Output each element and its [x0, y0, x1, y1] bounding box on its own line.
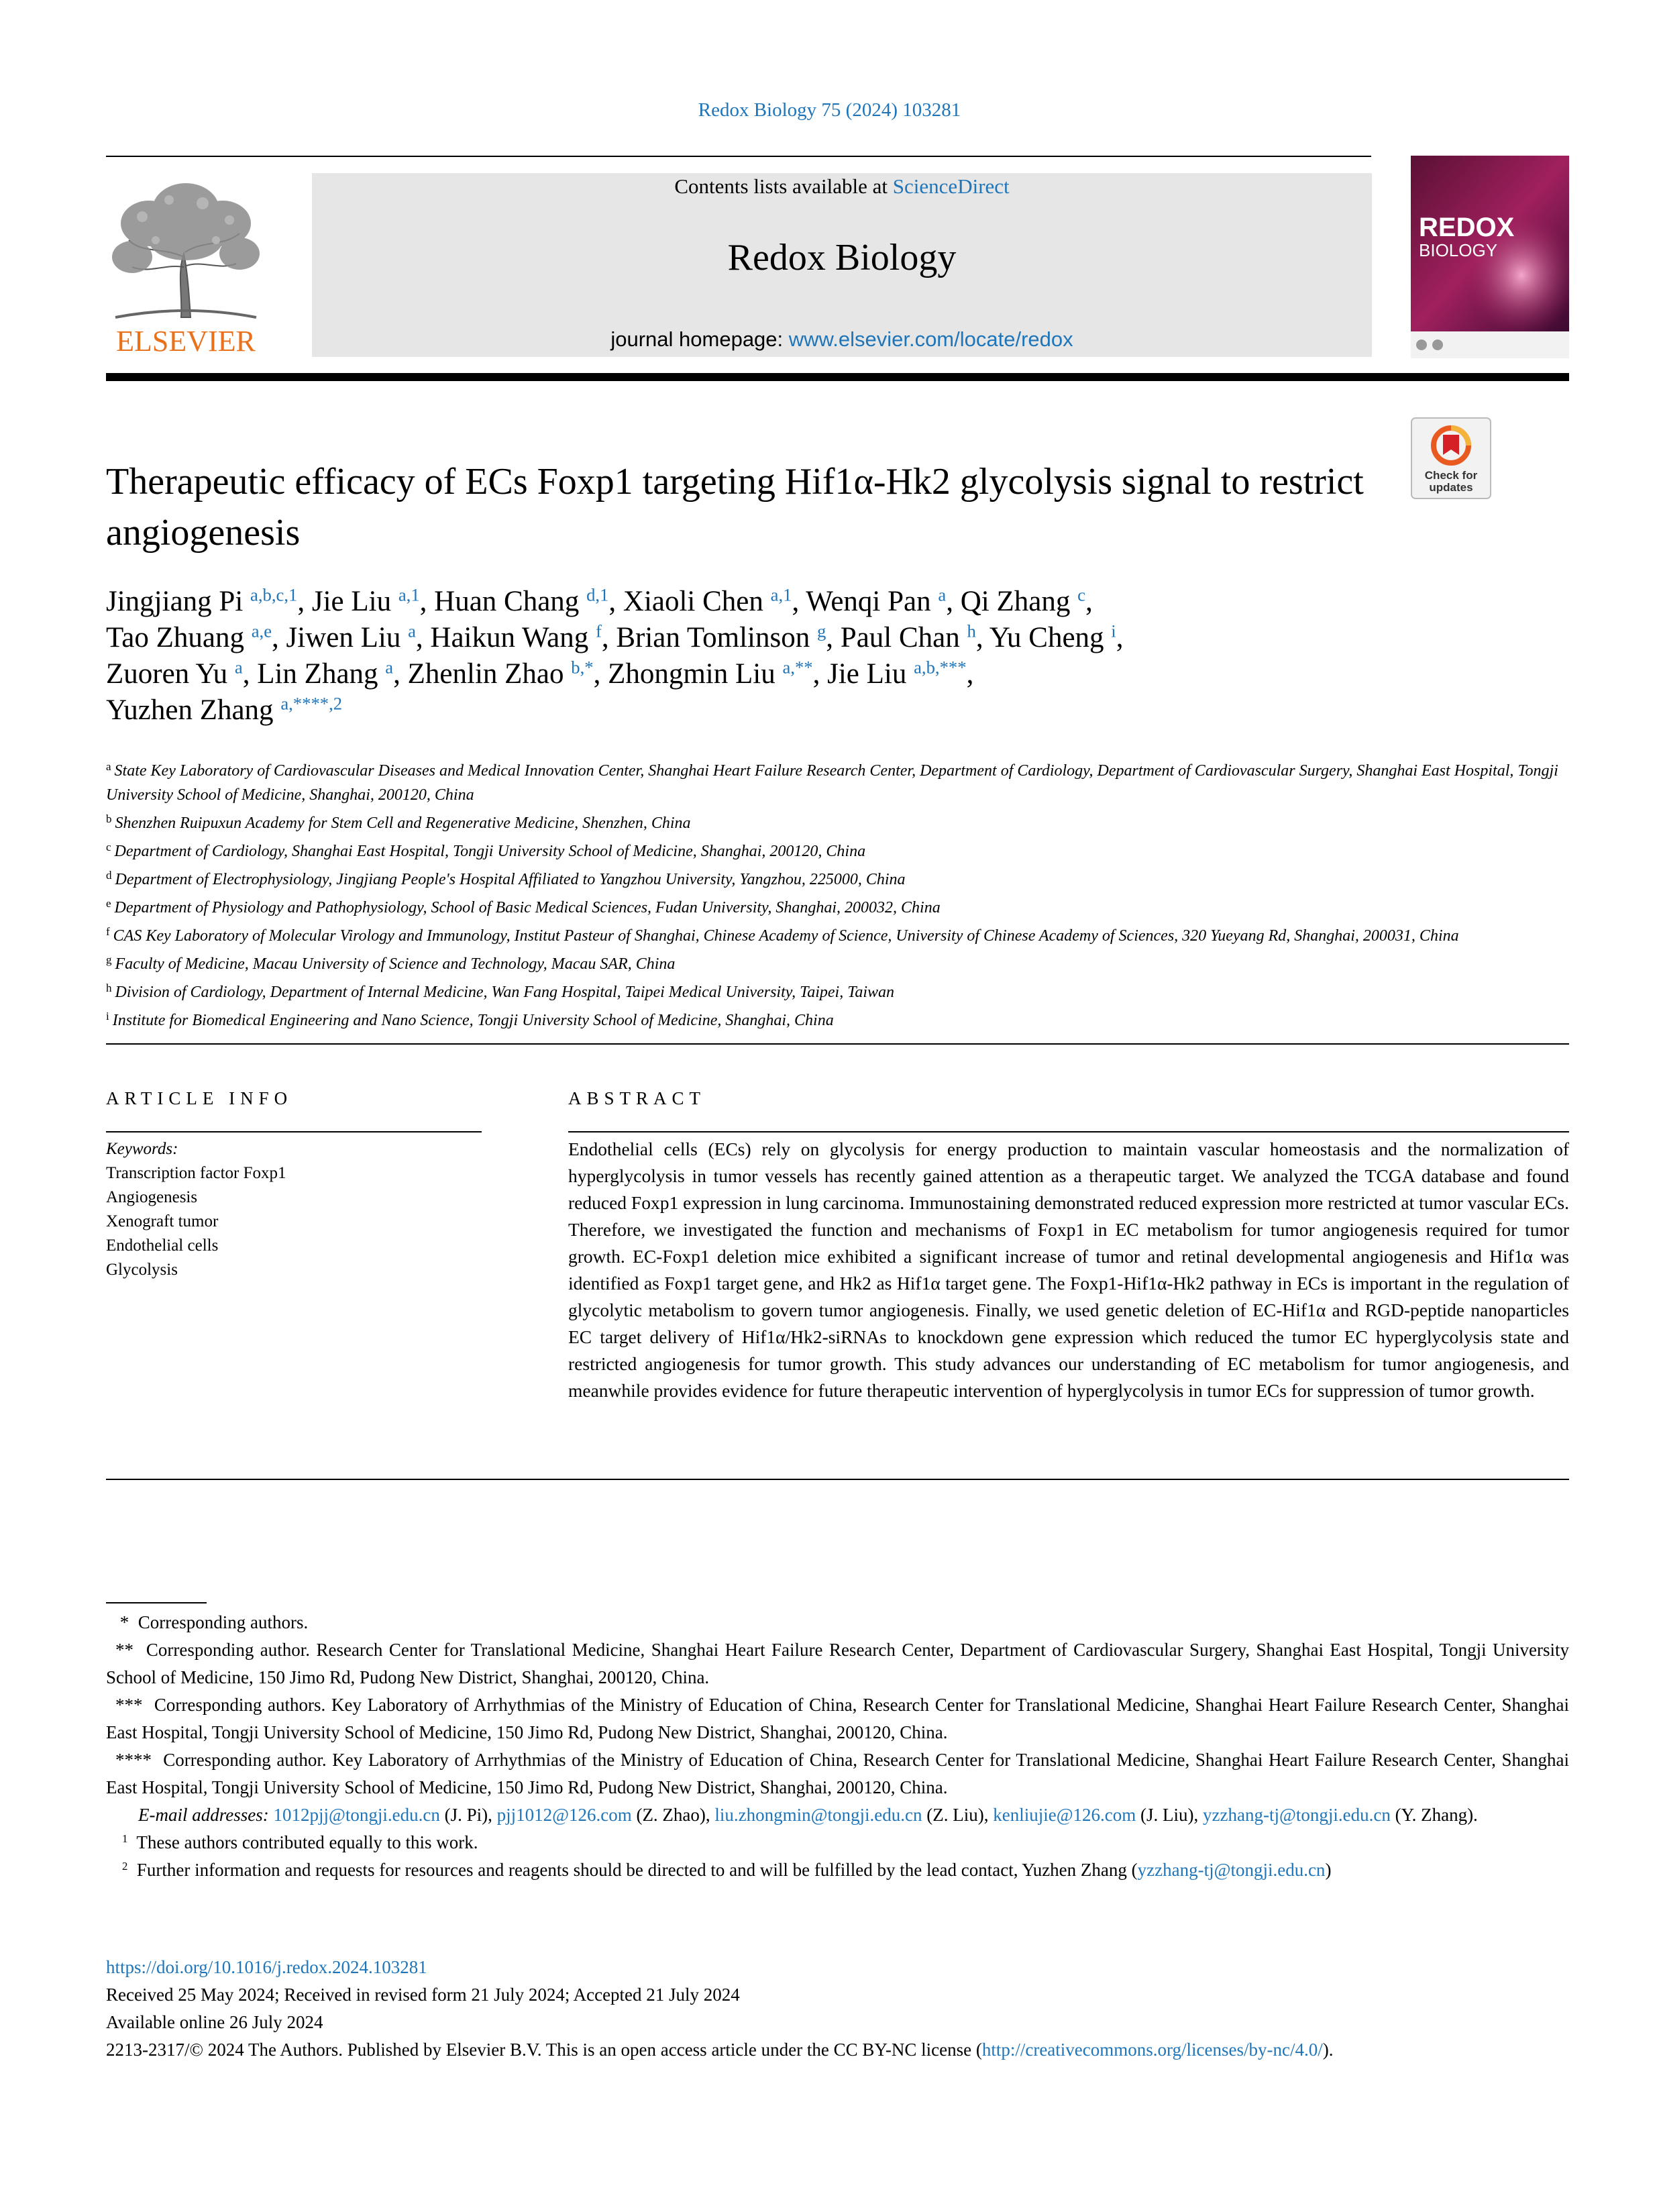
author-name: Haikun Wang: [430, 622, 589, 653]
author: Brian Tomlinson $^g$,: [616, 621, 841, 653]
affiliation: [106, 1004, 1569, 1033]
journal-citation[interactable]: Redox Biology 75 (2024) 103281: [698, 99, 961, 121]
sciencedirect-link[interactable]: ScienceDirect: [892, 174, 1010, 198]
author: Tao Zhuang $^{a,e}$,: [106, 621, 286, 653]
svg-text:REDOX: REDOX: [1419, 213, 1515, 242]
affiliation-label: f: [106, 925, 110, 938]
author-affiliation-marker[interactable]: a,b,c,1: [250, 584, 298, 605]
author-affiliation-marker[interactable]: i: [1111, 621, 1116, 641]
author: Jie Liu $^{a,1}$,: [311, 584, 435, 617]
author-affiliation-marker[interactable]: d,1: [586, 584, 609, 605]
affiliation-label: i: [106, 1010, 109, 1022]
author: Zhongmin Liu $^{a,**}$,: [608, 657, 828, 690]
author-affiliation-marker[interactable]: a: [938, 584, 947, 605]
author: Jie Liu $^{a,b,***}$,: [827, 657, 974, 690]
publication-info: [106, 1954, 1569, 2064]
email-link[interactable]: pjj1012@126.com: [496, 1805, 632, 1825]
article-title: Therapeutic efficacy of ECs Foxp1 targeting Hif1α-Hk2 glycolysis signal to restrict angiogenesis: [106, 461, 1364, 554]
check-updates-icon: [1411, 417, 1491, 499]
keyword: Endothelial cells: [106, 1236, 219, 1255]
author: Yu Cheng $^i$,: [989, 621, 1124, 653]
affiliation: [106, 863, 1569, 892]
email-link[interactable]: yzzhang-tj@tongji.edu.cn: [1203, 1805, 1391, 1825]
lead-contact-email-link[interactable]: yzzhang-tj@tongji.edu.cn: [1137, 1860, 1326, 1880]
affiliation: [106, 755, 1569, 807]
email-link[interactable]: 1012pjj@tongji.edu.cn: [273, 1805, 440, 1825]
keywords-title: Keywords:: [106, 1140, 178, 1158]
journal-title: Redox Biology: [727, 237, 957, 278]
svg-text:updates: updates: [1429, 481, 1473, 494]
email-owner: (Z. Zhao),: [631, 1805, 715, 1825]
author-name: Jie Liu: [827, 658, 907, 690]
keywords-block: [106, 1137, 286, 1282]
abstract-heading: ABSTRACT: [568, 1088, 706, 1108]
author-affiliation-marker[interactable]: a,**: [782, 657, 813, 678]
author-name: Jingjiang Pi: [106, 586, 244, 617]
author: Qi Zhang $^c$,: [960, 584, 1093, 617]
affiliation-label: c: [106, 841, 111, 853]
author-name: Jiwen Liu: [286, 622, 401, 653]
author: Haikun Wang $^f$,: [430, 621, 617, 653]
contents-line: Contents lists available at ScienceDirect: [674, 174, 1010, 198]
email-owner: (J. Liu),: [1136, 1805, 1203, 1825]
affiliation-text: CAS Key Laboratory of Molecular Virology and Immunology, Institut Pasteur of Shanghai, Chinese Academy of Science, University of Chinese Academy of Sciences, 320 Yueyang Rd, Shanghai, 200031, China: [113, 927, 1459, 945]
affiliation-text: Department of Physiology and Pathophysiology, School of Basic Medical Sciences, Fudan University, Shanghai, 200032, China: [114, 899, 941, 916]
affiliation-label: d: [106, 869, 112, 882]
author-name: Wenqi Pan: [806, 586, 931, 617]
license-link[interactable]: http://creativecommons.org/licenses/by-nc/4.0/: [981, 2040, 1323, 2060]
affiliation-list: [106, 755, 1569, 1033]
journal-cover-image: [1411, 156, 1569, 358]
footnote-rule: [106, 1602, 207, 1603]
author-name: Yu Cheng: [989, 622, 1104, 653]
author-name: Zuoren Yu: [106, 658, 228, 690]
header-rule: [106, 156, 1371, 157]
author-name: Brian Tomlinson: [616, 622, 810, 653]
author: Zhenlin Zhao $^{b,*}$,: [407, 657, 608, 690]
elsevier-tree-icon: [102, 173, 270, 361]
svg-text:ELSEVIER: ELSEVIER: [116, 325, 256, 358]
email-link[interactable]: liu.zhongmin@tongji.edu.cn: [714, 1805, 922, 1825]
header-thick-rule: [106, 373, 1569, 381]
section-rule-bottom: [106, 1479, 1569, 1480]
affiliation-text: Institute for Biomedical Engineering and Nano Science, Tongji University School of Medicine, Shanghai, China: [112, 1012, 834, 1029]
author: Xiaoli Chen $^{a,1}$,: [623, 584, 806, 617]
email-addresses: E-mail addresses: 1012pjj@tongji.edu.cn (J. Pi), pjj1012@126.com (Z. Zhao), liu.zhongmin@tongji.edu.cn (Z. Liu), kenliujie@126.com (J. Liu), yzzhang-tj@tongji.edu.cn (Y. Zhang).: [138, 1805, 1478, 1825]
affiliation: [106, 976, 1569, 1004]
affiliation: [106, 892, 1569, 920]
author-name: Tao Zhuang: [106, 622, 244, 653]
homepage-line: journal homepage: www.elsevier.com/locate/redox: [610, 327, 1073, 351]
author: Lin Zhang $^a$,: [257, 657, 408, 690]
author-affiliation-marker[interactable]: a: [385, 657, 394, 678]
author-affiliation-marker[interactable]: a,e: [251, 621, 272, 641]
footnote: *** Corresponding authors. Key Laboratory of Arrhythmias of the Ministry of Education of China, Research Center for Translational Medicine, Shanghai Heart Failure Research Center, Shanghai East Hospital, Tongji University School of Medicine, 150 Jimo Rd, Pudong New District, Shanghai, 200120, China.: [106, 1695, 1570, 1742]
affiliation-label: g: [106, 953, 112, 966]
doi-link[interactable]: https://doi.org/10.1016/j.redox.2024.103281: [106, 1957, 427, 1977]
author-name: Huan Chang: [434, 586, 580, 617]
affiliation: [106, 920, 1569, 948]
author-affiliation-marker[interactable]: g: [816, 621, 826, 641]
available-online: Available online 26 July 2024: [106, 2012, 323, 2032]
author-name: Paul Chan: [840, 622, 960, 653]
author-affiliation-marker[interactable]: a,1: [398, 584, 420, 605]
email-owner: (Y. Zhang).: [1390, 1805, 1478, 1825]
svg-text:BIOLOGY: BIOLOGY: [1419, 240, 1498, 260]
author-affiliation-marker[interactable]: f: [595, 621, 602, 641]
svg-text:Check for: Check for: [1424, 469, 1478, 482]
footnote: ** Corresponding author. Research Center for Translational Medicine, Shanghai Heart Failure Research Center, Department of Cardiovascular Surgery, Shanghai East Hospital, Tongji University School of Medicine, 150 Jimo Rd, Pudong New District, Shanghai, 200120, China.: [106, 1640, 1570, 1687]
email-link[interactable]: kenliujie@126.com: [993, 1805, 1136, 1825]
abstract-rule: [568, 1131, 1569, 1133]
keyword: Xenograft tumor: [106, 1212, 219, 1230]
license-statement: 2213-2317/© 2024 The Authors. Published by Elsevier B.V. This is an open access article under the CC BY-NC license (http://creativecommons.org/licenses/by-nc/4.0/).: [106, 2040, 1334, 2060]
keyword: Transcription factor Foxp1: [106, 1164, 286, 1182]
affiliation: [106, 835, 1569, 863]
author-affiliation-marker[interactable]: a: [408, 621, 416, 641]
author: Zuoren Yu $^a$,: [106, 657, 258, 690]
author-affiliation-marker[interactable]: a,1: [770, 584, 792, 605]
footnote: **** Corresponding author. Key Laboratory of Arrhythmias of the Ministry of Education of China, Research Center for Translational Medicine, Shanghai Heart Failure Research Center, Shanghai East Hospital, Tongji University School of Medicine, 150 Jimo Rd, Pudong New District, Shanghai, 200120, China.: [106, 1750, 1569, 1797]
homepage-link[interactable]: www.elsevier.com/locate/redox: [788, 327, 1073, 351]
author-list: [106, 584, 1569, 729]
author: [106, 694, 342, 726]
author: Paul Chan $^h$,: [840, 621, 989, 653]
author: Wenqi Pan $^a$,: [806, 584, 961, 617]
abstract-text: Endothelial cells (ECs) rely on glycolysis for energy production to maintain vascular homeostasis and the normalization of hyperglycolysis in tumor vessels has recently gained attention as a therapeutic target. We analyzed the TCGA database and found reduced Foxp1 expression in lung carcinoma. Immunostaining demonstrated reduced expression more restricted at tumor vascular ECs. Therefore, we investigated the function and mechanisms of Foxp1 in EC metabolism for tumor angiogenesis required for tumor growth. EC-Foxp1 deletion mice exhibited a significant increase of tumor and retinal developmental angiogenesis and Hif1α was identified as Foxp1 target gene, and Hk2 as Hif1α target gene. The Foxp1-Hif1α-Hk2 pathway in ECs is important in the regulation of glycolytic metabolism to govern tumor angiogenesis. Finally, we used genetic deletion of EC-Hif1α and RGD-peptide nanoparticles EC target delivery of Hif1α/Hk2-siRNAs to knockdown gene expression which reduced the tumor EC hyperglycolysis state and restricted angiogenesis for tumor growth. This study advances our understanding of EC metabolism for tumor angiogenesis, and meanwhile provides evidence for future therapeutic intervention of hyperglycolysis in tumor ECs for suppression of tumor growth.: [568, 1139, 1569, 1401]
author-name: Lin Zhang: [257, 658, 378, 690]
author-affiliation-marker[interactable]: c: [1077, 584, 1085, 605]
author-name: Qi Zhang: [960, 586, 1071, 617]
footnote: $^1$ These authors contributed equally to this work.: [122, 1832, 478, 1852]
affiliation: [106, 948, 1569, 976]
author: Jiwen Liu $^a$,: [286, 621, 431, 653]
affiliation-text: Division of Cardiology, Department of Internal Medicine, Wan Fang Hospital, Taipei Medical University, Taipei, Taiwan: [115, 984, 895, 1001]
check-for-updates-button[interactable]: [1411, 417, 1491, 499]
footnotes: [106, 1609, 1569, 1884]
received-dates: Received 25 May 2024; Received in revised form 21 July 2024; Accepted 21 July 2024: [106, 1985, 740, 2005]
affiliation-label: b: [106, 812, 112, 825]
author-name: Jie Liu: [311, 586, 392, 617]
author-name: Zhenlin Zhao: [407, 658, 564, 690]
affiliation-label: h: [106, 982, 112, 994]
author-affiliation-marker[interactable]: b,*: [571, 657, 594, 678]
keyword: Angiogenesis: [106, 1188, 198, 1206]
author-name: Xiaoli Chen: [623, 586, 763, 617]
affiliation-label: a: [106, 760, 111, 773]
article-info-heading: ARTICLE INFO: [106, 1088, 293, 1108]
affiliation-text: Department of Electrophysiology, Jingjiang People's Hospital Affiliated to Yangzhou University, Yangzhou, 225000, China: [115, 871, 906, 888]
affiliation: [106, 807, 1569, 835]
author-affiliation-marker[interactable]: a,****,2: [280, 693, 343, 714]
affiliation-label: e: [106, 897, 111, 910]
article-info-rule: [106, 1131, 482, 1133]
keyword: Glycolysis: [106, 1261, 178, 1279]
email-owner: (J. Pi),: [439, 1805, 497, 1825]
author: Jingjiang Pi $^{a,b,c,1}$,: [106, 584, 312, 617]
author-affiliation-marker[interactable]: a,b,***: [914, 657, 967, 678]
affiliation-text: Faculty of Medicine, Macau University of Science and Technology, Macau SAR, China: [115, 955, 676, 973]
author: Huan Chang $^{d,1}$,: [434, 584, 623, 617]
section-rule: [106, 1043, 1569, 1045]
author-name: Yuzhen Zhang: [106, 694, 274, 726]
affiliation-text: Department of Cardiology, Shanghai East Hospital, Tongji University School of Medicine, Shanghai, 200120, China: [114, 843, 866, 860]
author-name: Zhongmin Liu: [608, 658, 775, 690]
email-owner: (Z. Liu),: [922, 1805, 994, 1825]
affiliation-text: State Key Laboratory of Cardiovascular Diseases and Medical Innovation Center, Shanghai Heart Failure Research Center, Department of Cardiology, Department of Cardiovascular Surgery, Shanghai East Hospital, Tongji University School of Medicine, Shanghai, 200120, China: [106, 762, 1558, 804]
footnote: $^2$ Further information and requests for resources and reagents should be directed to and will be fulfilled by the lead contact, Yuzhen Zhang (yzzhang-tj@tongji.edu.cn): [122, 1859, 1332, 1880]
affiliation-text: Shenzhen Ruipuxun Academy for Stem Cell and Regenerative Medicine, Shenzhen, China: [115, 814, 691, 832]
author-affiliation-marker[interactable]: a: [234, 657, 243, 678]
elsevier-logo: [102, 173, 270, 361]
author-affiliation-marker[interactable]: h: [967, 621, 976, 641]
footnote: * Corresponding authors.: [119, 1612, 309, 1632]
